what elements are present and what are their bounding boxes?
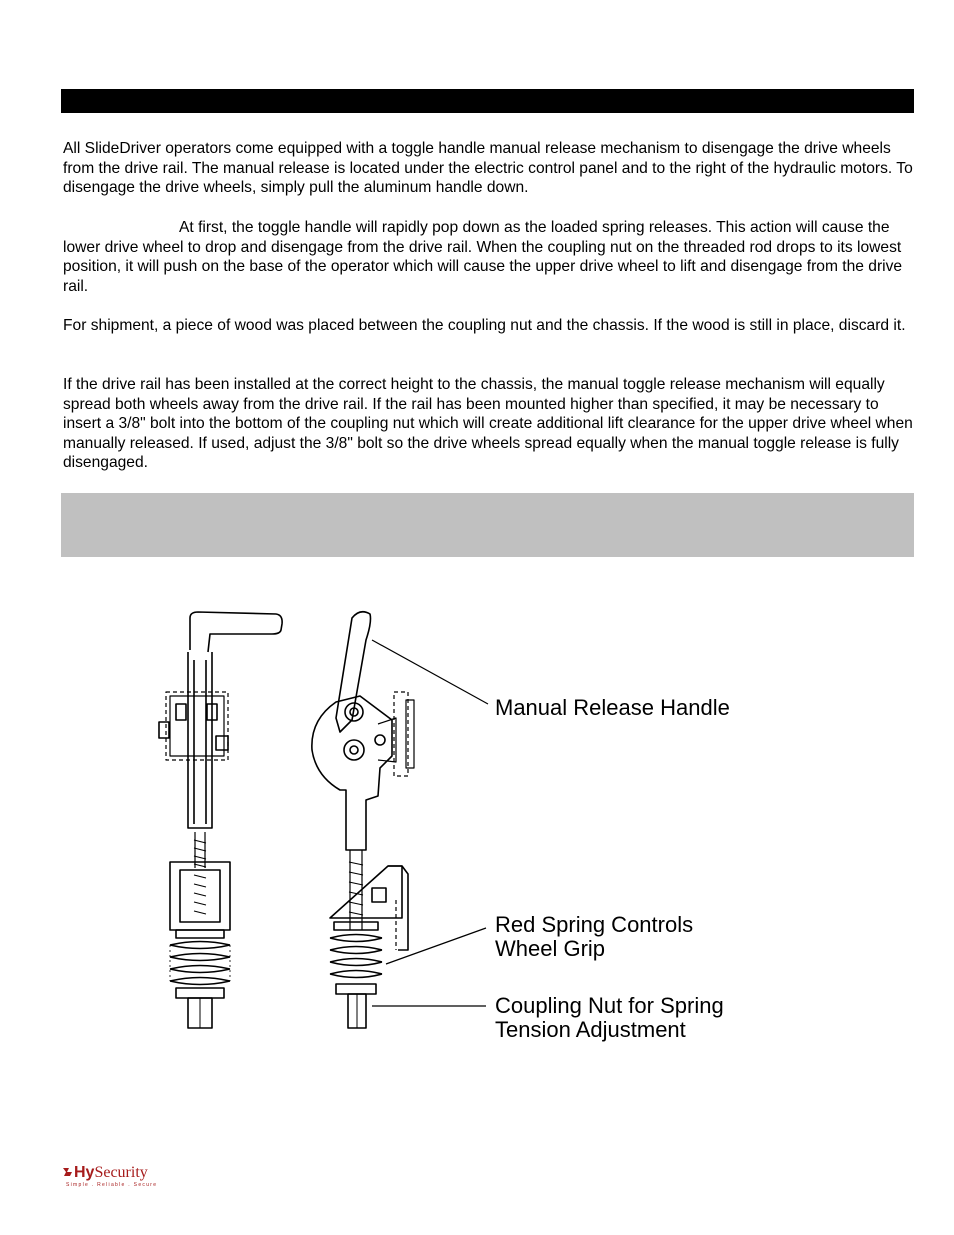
logo-tagline: Simple . Reliable . Secure (66, 1182, 158, 1188)
callout-manual-release-handle: Manual Release Handle (495, 695, 730, 720)
callout-coupling-nut-line2: Tension Adjustment (495, 1017, 686, 1042)
logo-wordmark (62, 1164, 148, 1182)
logo-security: Security (94, 1164, 148, 1181)
paragraph-release-action-text: At first, the toggle handle will rapidly pop down as the loaded spring releases. This action will cause the lower drive wheel to drop and disengage from the drive rail. When the coupling nut on the threaded rod drops to its lowest position, it will push on the base of the operator which will cause the upper drive wheel to lift and disengage from the drive rail. (63, 219, 903, 295)
logo-hy: Hy (74, 1164, 95, 1181)
callout-red-spring-line1: Red Spring Controls (495, 912, 694, 937)
logo-emblem-icon (62, 1166, 74, 1178)
callout-coupling-nut-line1: Coupling Nut for Spring (495, 993, 724, 1018)
manual-release-diagram (0, 600, 954, 1060)
paragraph-intro: All SlideDriver operators come equipped with a toggle handle manual release mechanism to disengage the drive wheels from the drive rail. The manual release is located under the electric control panel and to the right of the hydraulic motors. To disengage the drive wheels, simply pull the aluminum handle down. (63, 140, 913, 197)
front-view-mechanism (159, 612, 282, 1028)
section-header-bar (61, 89, 914, 113)
paragraph-shipment: For shipment, a piece of wood was placed between the coupling nut and the chassis. If the wood is still in place, discard it. (63, 317, 906, 334)
leader-line-spring (386, 928, 486, 964)
callout-red-spring-line2: Wheel Grip (495, 936, 606, 961)
paragraph-release-action (63, 218, 915, 296)
leader-line-handle (372, 640, 488, 704)
hysecurity-logo (62, 1164, 158, 1192)
side-view-mechanism (312, 612, 414, 1028)
note-box (61, 493, 914, 557)
manual-release-figure (0, 600, 954, 1065)
paragraph-rail-height: If the drive rail has been installed at the correct height to the chassis, the manual toggle release mechanism will equally spread both wheels away from the drive rail. If the rail has been mounted higher than specified, it may be necessary to insert a 3/8" bolt into the bottom of the coupling nut which will create additional lift clearance for the upper drive wheel when manually released. If used, adjust the 3/8" bolt so the drive wheels spread equally when the manual toggle release is fully disengaged. (63, 376, 913, 472)
